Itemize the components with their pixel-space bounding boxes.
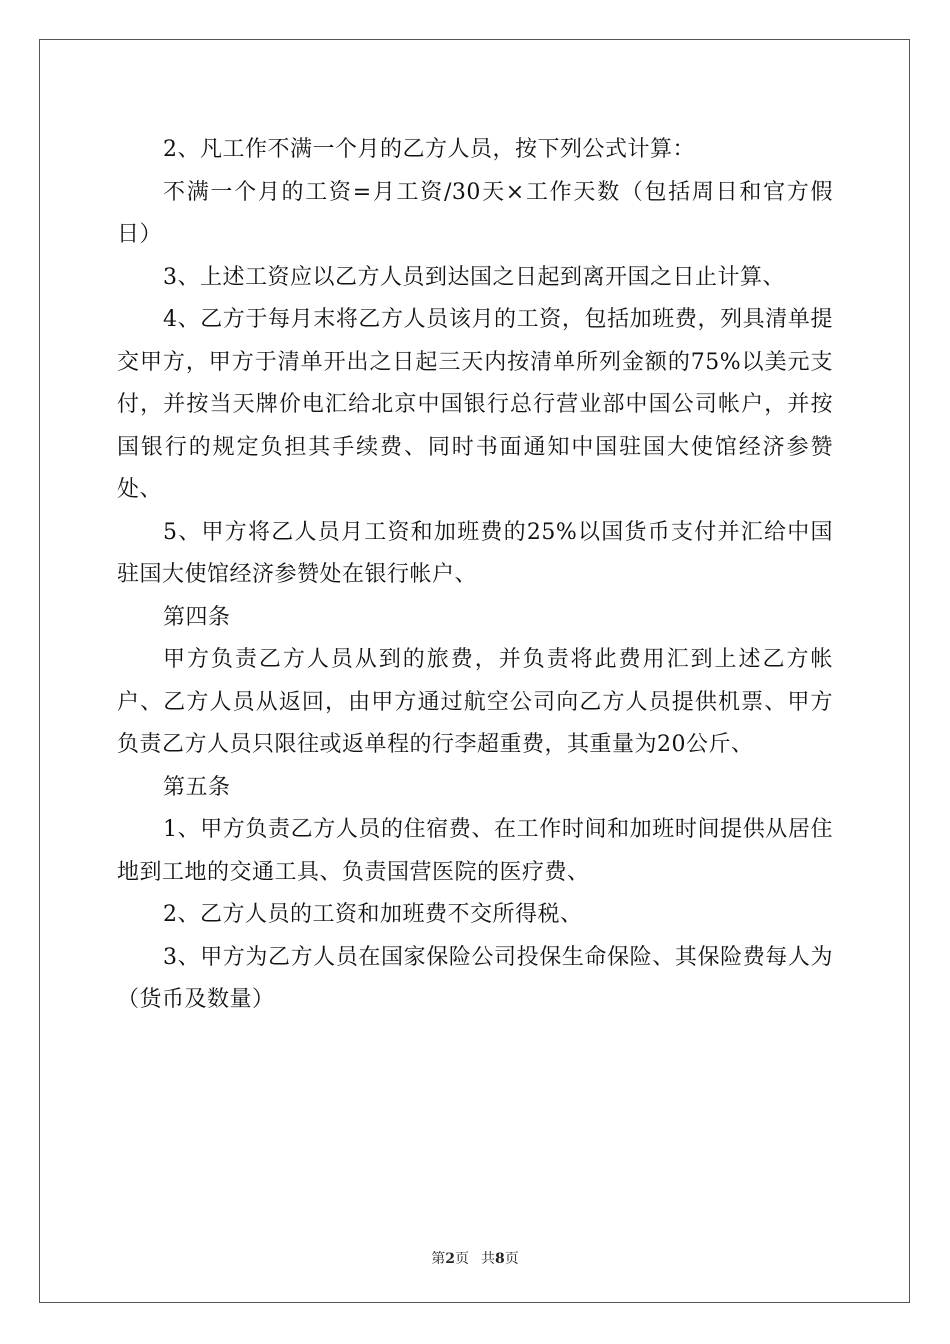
paragraph-clause-5: 5、甲方将乙人员月工资和加班费的25%以国货币支付并汇给中国驻国大使馆经济参赞处在银行帐户、 [117,519,833,587]
paragraph-article-4-body: 甲方负责乙方人员从到的旅费，并负责将此费用汇到上述乙方帐户、乙方人员从返回，由甲方通过航空公司向乙方人员提供机票、甲方负责乙方人员只限往或返单程的行李超重费，其重量为20公斤、 [117,647,833,757]
paragraph-article-5-item-3: 3、甲方为乙方人员在国家保险公司投保生命保险、其保险费每人为（货币及数量） [117,944,833,1012]
paragraph-article-5-item-2: 2、乙方人员的工资和加班费不交所得税、 [163,902,583,927]
page-number-unit: 页 [455,1251,469,1267]
paragraph-formula: 不满一个月的工资=月工资/30天×工作天数（包括周日和官方假日） [117,179,833,247]
document-body [117,129,833,1022]
paragraph-clause-4: 4、乙方于每月末将乙方人员该月的工资，包括加班费，列具清单提交甲方，甲方于清单开出之日起三天内按清单所列金额的75%以美元支付，并按当天牌价电汇给北京中国银行总行营业部中国公司帐户，并按国银行的规定负担其手续费、同时书面通知中国驻国大使馆经济参赞处、 [117,307,833,502]
paragraph-clause-2: 2、凡工作不满一个月的乙方人员，按下列公式计算： [163,137,695,162]
total-pages-prefix: 共 [481,1251,495,1267]
paragraph-article-5-item-1: 1、甲方负责乙方人员的住宿费、在工作时间和加班时间提供从居住地到工地的交通工具、负责国营医院的医疗费、 [117,817,833,885]
current-page-number: 2 [445,1251,455,1267]
section-heading-article-5: 第五条 [163,774,231,800]
page-number-prefix: 第 [431,1251,446,1267]
section-heading-article-4: 第四条 [163,604,231,630]
total-pages-number: 8 [495,1251,505,1267]
total-pages-unit: 页 [504,1251,519,1267]
page-footer [0,1248,950,1268]
paragraph-clause-3: 3、上述工资应以乙方人员到达国之日起到离开国之日止计算、 [163,264,785,290]
